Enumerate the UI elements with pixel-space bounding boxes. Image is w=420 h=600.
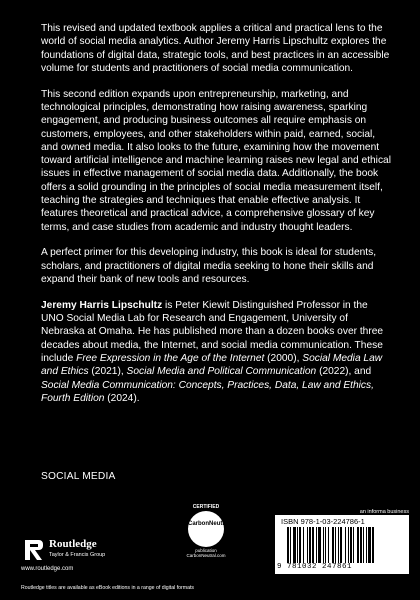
book-year-3: (2022), and xyxy=(316,366,372,378)
isbn-barcode-box xyxy=(275,515,409,574)
isbn-number: ISBN 978-1-03-224786-1 xyxy=(281,517,365,526)
subject-category: SOCIAL MEDIA xyxy=(41,471,116,482)
book-title-4: Social Media Communication: Concepts, Practices, Data, Law and Ethics, Fourth Edition xyxy=(41,379,374,404)
author-bio-text-1: is Peter Kiewit Distinguished Professor in the UNO Social Media Lab for Research and Engagement, University of Nebraska at Omaha. He has published more than a dozen books over three decades about media, the Internet, and social media communication. These include xyxy=(41,299,384,365)
publisher-group: Taylor & Francis Group xyxy=(49,552,106,558)
book-title-1: Free Expression in the Age of the Internet xyxy=(76,353,265,365)
description-paragraph-3: A perfect primer for this developing industry, this book is ideal for students, scholars, and practitioners of digital media seeking to hone their skills and expand their bank of new tools and resources. xyxy=(41,247,377,286)
book-year-4: (2024). xyxy=(104,392,140,404)
publisher-logo xyxy=(21,535,131,575)
carbon-publication-label: publication xyxy=(195,548,217,553)
book-title-2: Social Media Law and Ethics xyxy=(41,353,383,378)
author-name: Jeremy Harris Lipschultz xyxy=(41,299,163,311)
description-paragraph-1: This revised and updated textbook applies a critical and practical lens to the world of social media analytics. Author Jeremy Harris Lipschultz explores the foundations of digital data, strategic tools, and best practices in an accessible volume for students and practitioners of social media communication. xyxy=(41,23,390,74)
carbon-neutral-badge xyxy=(178,504,234,568)
book-year-1: (2000), xyxy=(264,353,303,365)
carbon-certified-label: CERTIFIED xyxy=(192,504,220,510)
publisher-website: www.routledge.com xyxy=(21,566,74,572)
carbon-neutral-icon xyxy=(188,511,230,547)
routledge-logo-icon xyxy=(21,538,45,562)
barcode-icon xyxy=(287,527,399,563)
back-cover-content xyxy=(41,22,391,405)
publisher-brand: Routledge xyxy=(49,538,97,550)
barcode-digits: 9 781032 247861 xyxy=(277,563,353,571)
book-title-3: Social Media and Political Communication xyxy=(126,366,317,378)
ebook-availability-note: Routledge titles are available as eBook editions in a range of digital formats xyxy=(21,585,195,591)
carbon-neutral-text: CarbonNeutral xyxy=(188,521,230,527)
informa-label: an informa business xyxy=(359,509,409,515)
description-paragraph-2: This second edition expands upon entrepreneurship, marketing, and technological principles, demonstrating how raising awareness, sparking engagement, and producing business outcomes all require emphasis on customers, employees, and other stakeholders within paid, earned, social, and owned media. It also looks to the future, examining how the movement toward artificial intelligence and machine learning raises new legal and ethical issues in effective management of social media data. Additionally, the book offers a solid grounding in the principles of social media measurement itself, teaching the strategies and techniques that enable effective analysis. It features theoretical and practical advice, a comprehensive glossary of key terms, and case studies from academic and industry thought leaders. xyxy=(41,88,391,233)
author-bio xyxy=(41,299,391,405)
book-year-2: (2021), xyxy=(88,366,127,378)
carbon-website: CarbonNeutral.com xyxy=(186,553,226,558)
